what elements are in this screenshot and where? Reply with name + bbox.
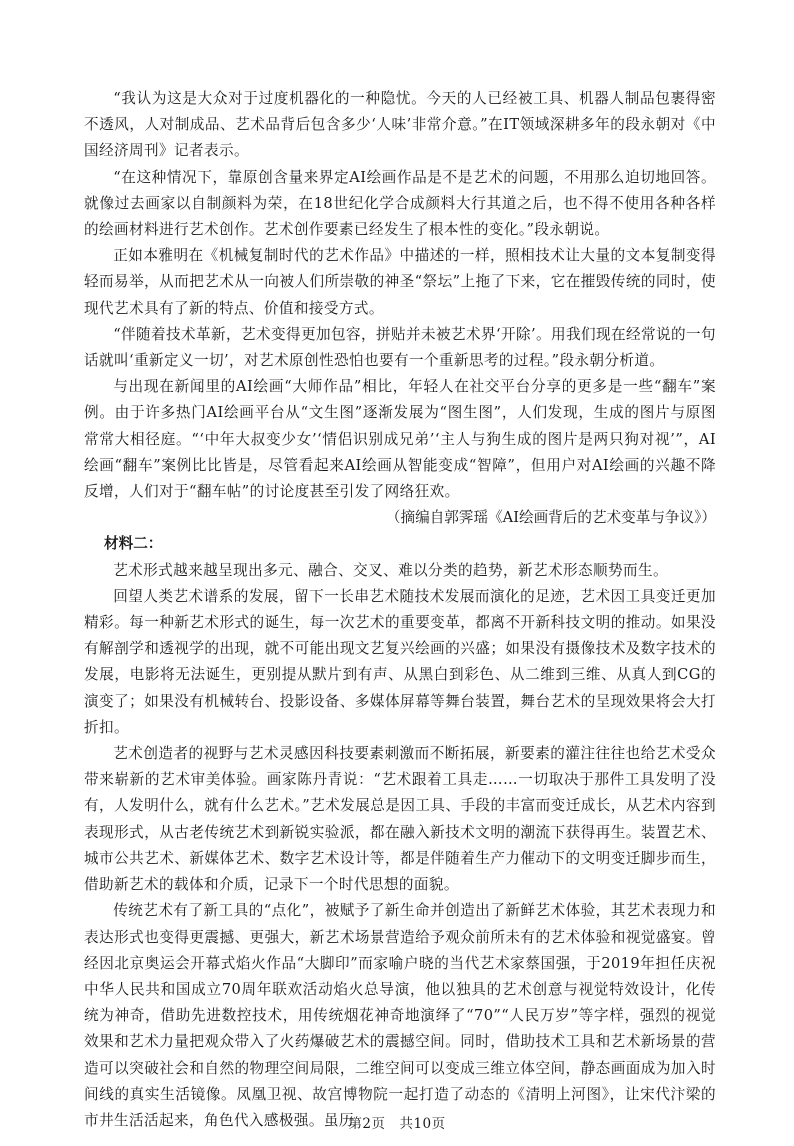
article-body: [84, 86, 716, 1134]
paragraph: “在这种情况下，靠原创含量来界定AI绘画作品是不是艺术的问题，不用那么迫切地回答。就像过去画家以自制颜料为荣，在18世纪化学合成颜料大行其道之后，也不得不使用各种各样的绘画材料进行艺术创作。艺术创作要素已经发生了根本性的变化。”段永朝说。: [84, 168, 716, 239]
page-number-footer: 第2页 共10页: [348, 1116, 446, 1132]
paragraph: “我认为这是大众对于过度机器化的一种隐忧。今天的人已经被工具、机器人制品包裹得密不透风，人对制成品、艺术品背后包含多少‘人味’非常介意。”在IT领域深耕多年的段永朝对《中国经济周刊》记者表示。: [84, 90, 716, 160]
material-heading: 材料二：: [104, 535, 163, 553]
paragraph: 艺术形式越来越呈现出多元、融合、交叉、难以分类的趋势，新艺术形态顺势而生。: [113, 561, 668, 579]
paragraph: 回望人类艺术谱系的发展，留下一长串艺术随技术发展而演化的足迹，艺术因工具变迁更加精彩。每一种新艺术形式的诞生，每一次艺术的重要变革，都离不开新科技文明的推动。如果没有解剖学和透视学的出现，就不可能出现文艺复兴绘画的兴盛；如果没有摄像技术及数字技术的发展，电影将无法诞生，更别提从默片到有声、从黑白到彩色、从二维到三维、从真人到CG的演变了；如果没有机械转台、投影设备、多媒体屏幕等舞台装置，舞台艺术的呈现效果将会大打折扣。: [84, 587, 716, 736]
source-citation: （摘编自郭霁瑶《AI绘画背后的艺术变革与争议》）: [385, 509, 716, 527]
paragraph: 艺术创造者的视野与艺术灵感因科技要素刺激而不断拓展，新要素的灌注往往也给艺术受众带来崭新的艺术审美体验。画家陈丹青说：“艺术跟着工具走……一切取决于那件工具发明了没有，人发明什么，就有什么艺术。”艺术发展总是因工具、手段的丰富而变迁成长，从艺术内容到表现形式，从古老传统艺术到新锐实验派，都在融入新技术文明的潮流下获得再生。装置艺术、城市公共艺术、新媒体艺术、数字艺术设计等，都是伴随着生产力催动下的文明变迁脚步而生，借助新艺术的载体和介质，记录下一个时代思想的面貌。: [84, 745, 716, 894]
paragraph: 正如本雅明在《机械复制时代的艺术作品》中描述的一样，照相技术让大量的文本复制变得轻而易举，从而把艺术从一向被人们所崇敬的神圣“祭坛”上拖了下来，它在摧毁传统的同时，使现代艺术具有了新的特点、价值和接受方式。: [84, 247, 716, 317]
paragraph: 传统艺术有了新工具的“点化”，被赋予了新生命并创造出了新鲜艺术体验，其艺术表现力和表达形式也变得更震撼、更强大，新艺术场景营造给予观众前所未有的艺术体验和视觉盛宴。曾经因北京奥运会开幕式焰火作品“大脚印”而家喻户晓的当代艺术家蔡国强，于2019年担任庆祝中华人民共和国成立70周年联欢活动焰火总导演，他以独具的艺术创意与视觉特效设计，化传统为神奇，借助先进数控技术，用传统烟花神奇地演绎了“70”“人民万岁”等字样，强烈的视觉效果和艺术力量把观众带入了火药爆破艺术的震撼空间。同时，借助技术工具和艺术新场景的营造可以突破社会和自然的物理空间局限，二维空间可以变成三维立体空间，静态画面成为加入时间线的真实生活镜像。凤凰卫视、故宫博物院一起打造了动态的《清明上河图》，让宋代汴梁的市井生活活起来，角色代入感极强。虽历: [84, 902, 716, 1129]
paragraph: 与出现在新闻里的AI绘画“大师作品”相比，年轻人在社交平台分享的更多是一些“翻车”案例。由于许多热门AI绘画平台从“文生图”逐渐发展为“图生图”，人们发现，生成的图片与原图常常大相径庭。“‘中年大叔变少女’‘情侣识别成兄弟’‘主人与狗生成的图片是两只狗对视’”，AI绘画“翻车”案例比比皆是，尽管看起来AI绘画从智能变成“智障”，但用户对AI绘画的兴趣不降反增，人们对于“翻车帖”的讨论度甚至引发了网络狂欢。: [84, 378, 716, 501]
paragraph: “伴随着技术革新，艺术变得更加包容，拼贴并未被艺术界‘开除’。用我们现在经常说的一句话就叫‘重新定义一切’，对艺术原创性恐怕也要有一个重新思考的过程。”段永朝分析道。: [84, 325, 716, 370]
